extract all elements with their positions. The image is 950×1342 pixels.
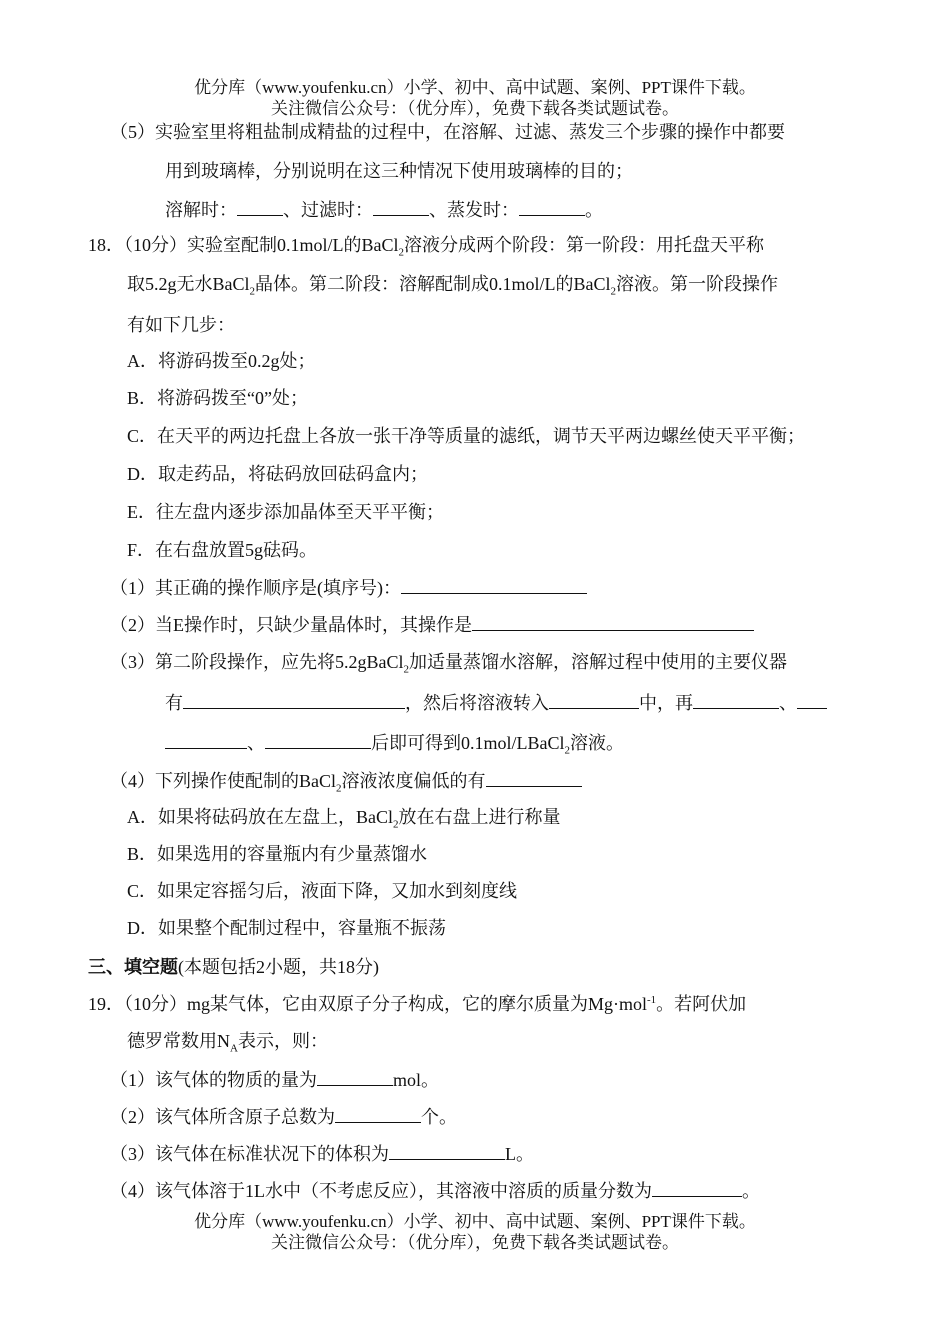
dissolve-blank[interactable] <box>237 197 283 216</box>
q19-line2: 德罗常数用$N_A$表示，则： <box>127 1031 328 1055</box>
q18-step-a: A．将游码拨至0.2g处； <box>127 351 316 371</box>
q18-part3-line2: 有 ，然后将溶液转入 中，再 、 <box>165 690 827 715</box>
filter-label: 、过滤时： <box>283 200 373 220</box>
low-conc-blank[interactable] <box>486 768 582 787</box>
filter-blank[interactable] <box>373 197 429 216</box>
q18-part4: （4）下列操作使配制的BaCl$_2$溶液浓度偏低的有 <box>110 768 582 793</box>
q18-part3-line3: 、 后即可得到0.1mol/LBaCl$_2$溶液。 <box>165 730 624 755</box>
q18-option-c: C．如果定容摇匀后，液面下降，又加水到刻度线 <box>127 881 518 901</box>
q17-5-line1: （5）实验室里将粗盐制成精盐的过程中，在溶解、过滤、蒸发三个步骤的操作中都要 <box>110 122 785 142</box>
footer-line-2: 关注微信公众号：（优分库），免费下载各类试题试卷。 <box>271 1233 679 1252</box>
q18-line2: 取5.2g无水BaCl$_2$晶体。第二阶段：溶解配制成0.1mol/L的BaCl$_2$溶液。第一阶段操作 <box>127 274 779 298</box>
step2a-blank[interactable] <box>797 690 827 709</box>
q19-line1: 19．（10分）mg某气体，它由双原子分子构成，它的摩尔质量为Mg·mol$^{-1}$。若阿伏加 <box>88 994 747 1014</box>
header-line-2: 关注微信公众号：（优分库），免费下载各类试题试卷。 <box>271 99 679 118</box>
q19-part2: （2）该气体所含原子总数为 个。 <box>110 1104 457 1129</box>
q18-option-a: A．如果将砝码放在左盘上，BaCl$_2$放在右盘上进行称量 <box>127 807 561 831</box>
footer-line-1: 优分库（www.youfenku.cn）小学、初中、高中试题、案例、PPT课件下载。 <box>194 1212 756 1231</box>
q18-option-d: D．如果整个配制过程中，容量瓶不振荡 <box>127 918 446 938</box>
mass-fraction-blank[interactable] <box>652 1178 742 1197</box>
q18-line3: 有如下几步： <box>127 315 235 335</box>
q18-step-b: B．将游码拨至“0”处； <box>127 388 308 408</box>
q19-part4: （4）该气体溶于1L水中（不考虑反应），其溶液中溶质的质量分数为 。 <box>110 1178 760 1203</box>
step3-blank[interactable] <box>265 730 371 749</box>
moles-blank[interactable] <box>317 1067 393 1086</box>
step2b-blank[interactable] <box>165 730 247 749</box>
q18-option-b: B．如果选用的容量瓶内有少量蒸馏水 <box>127 844 428 864</box>
q18-line1: 18．（10分）实验室配制0.1mol/L的BaCl$_2$溶液分成两个阶段：第一阶段：用托盘天平称 <box>88 235 764 259</box>
instrument-blank[interactable] <box>183 690 405 709</box>
order-blank[interactable] <box>401 575 587 594</box>
q18-part3-line1: （3）第二阶段操作，应先将5.2gBaCl$_2$加适量蒸馏水溶解，溶解过程中使用的主要仪器 <box>110 652 788 676</box>
q18-step-e: E．往左盘内逐步添加晶体至天平平衡； <box>127 502 444 522</box>
q18-step-f: F．在右盘放置5g砝码。 <box>127 540 318 560</box>
q17-5-line3: 溶解时： 、过滤时： 、蒸发时： 。 <box>165 197 603 222</box>
operation-blank[interactable] <box>472 612 754 631</box>
section-3-heading: 三、填空题(本题包括2小题，共18分) <box>88 957 379 977</box>
evap-blank[interactable] <box>519 197 585 216</box>
volume-blank[interactable] <box>389 1141 505 1160</box>
dissolve-label: 溶解时： <box>165 200 237 220</box>
q19-part3: （3）该气体在标准状况下的体积为 L。 <box>110 1141 534 1166</box>
step1-blank[interactable] <box>693 690 779 709</box>
q19-part1: （1）该气体的物质的量为 mol。 <box>110 1067 439 1092</box>
q18-step-c: C．在天平的两边托盘上各放一张干净等质量的滤纸，调节天平两边螺丝使天平平衡； <box>127 426 806 446</box>
q18-step-d: D．取走药品，将砝码放回砝码盒内； <box>127 464 428 484</box>
q17-5-line2: 用到玻璃棒，分别说明在这三种情况下使用玻璃棒的目的； <box>165 161 633 181</box>
atoms-blank[interactable] <box>335 1104 421 1123</box>
q18-part2: （2）当E操作时，只缺少量晶体时，其操作是 <box>110 612 754 637</box>
transfer-blank[interactable] <box>549 690 639 709</box>
evap-label: 、蒸发时： <box>429 200 519 220</box>
q18-part1: （1）其正确的操作顺序是(填序号)： <box>110 575 587 600</box>
header-line-1: 优分库（www.youfenku.cn）小学、初中、高中试题、案例、PPT课件下载。 <box>194 78 756 97</box>
